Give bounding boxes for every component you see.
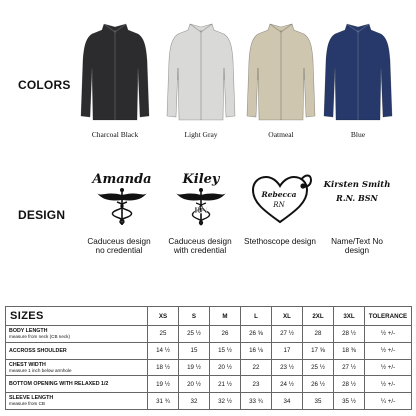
jacket-image [246, 20, 316, 124]
design-label-stethoscope: Stethoscope design [244, 237, 316, 246]
size-value-cell: 35 [303, 393, 334, 410]
size-header: XS [148, 307, 179, 326]
color-name-label: Light Gray [184, 130, 218, 139]
size-value-cell: 17 ⅝ [303, 342, 334, 359]
size-value-cell: 35 ½ [334, 393, 365, 410]
size-value-cell: 23 ½ [272, 359, 303, 376]
table-row [6, 393, 412, 410]
size-value-cell: 18 ½ [148, 359, 179, 376]
design-label-caduceus: Caduceus design no credential [87, 237, 151, 256]
size-value-cell: 20 ½ [210, 359, 241, 376]
tolerance-cell: ½ +/- [365, 359, 412, 376]
size-chart-table [5, 306, 412, 410]
measurement-note: measure 1 inch below armhole [9, 367, 72, 373]
caduceus-name-design [87, 172, 157, 234]
size-value-cell: 27 ½ [272, 326, 303, 343]
size-value-cell: 28 [303, 326, 334, 343]
size-header: 2XL [303, 307, 334, 326]
tolerance-cell: ½ +/- [365, 342, 412, 359]
size-value-cell: 15 ½ [210, 342, 241, 359]
measurement-name-cell [6, 393, 148, 410]
jacket-image [323, 20, 393, 124]
measurement-note: measure from neck (CB neck) [9, 334, 71, 340]
credential-text: RN [194, 205, 208, 215]
size-table-title: SIZES [6, 307, 148, 326]
size-header: 3XL [334, 307, 365, 326]
design-name-text: Amanda [92, 172, 152, 187]
design-heading: DESIGN [18, 208, 66, 222]
size-header: L [241, 307, 272, 326]
tolerance-cell: ½ +/- [365, 326, 412, 343]
tolerance-cell: ½ +/- [365, 376, 412, 393]
size-header-row [6, 307, 412, 326]
table-row [6, 342, 412, 359]
size-value-cell: 31 ¾ [148, 393, 179, 410]
size-value-cell: 17 [272, 342, 303, 359]
size-header: S [179, 307, 210, 326]
design-label-caduceus-credential: Caduceus design with credential [168, 237, 232, 256]
jacket-image [80, 20, 150, 124]
name-text-design [312, 180, 402, 242]
size-header: M [210, 307, 241, 326]
measurement-name: BODY LENGTH [9, 328, 48, 335]
caduceus-icon [87, 187, 157, 227]
size-value-cell: 21 ½ [210, 376, 241, 393]
table-row [6, 359, 412, 376]
table-row [6, 376, 412, 393]
credential-text: RN [273, 201, 285, 209]
tolerance-header: TOLERANCE [365, 307, 412, 326]
design-name-text: Kiley [182, 172, 220, 187]
table-row [6, 326, 412, 343]
size-value-cell: 28 ½ [334, 326, 365, 343]
caduceus-icon [166, 187, 236, 227]
size-value-cell: 26 ½ [303, 376, 334, 393]
size-value-cell: 18 ⅜ [334, 342, 365, 359]
measurement-name: SLEEVE LENGTH [9, 395, 54, 402]
measurement-name: BOTTOM OPENING WITH RELAXED 1/2 [9, 381, 109, 388]
size-value-cell: 26 [210, 326, 241, 343]
size-value-cell: 25 ½ [303, 359, 334, 376]
design-name-text: Rebecca [261, 190, 297, 199]
size-value-cell: 19 ½ [148, 376, 179, 393]
size-value-cell: 24 ½ [272, 376, 303, 393]
size-value-cell: 19 ½ [179, 359, 210, 376]
size-value-cell: 25 ½ [179, 326, 210, 343]
size-value-cell: 20 ½ [179, 376, 210, 393]
measurement-note: measure from CB [9, 401, 45, 407]
color-name-label: Charcoal Black [91, 130, 139, 139]
size-value-cell: 32 [179, 393, 210, 410]
color-name-label: Blue [350, 130, 366, 139]
measurement-name-cell [6, 326, 148, 343]
stethoscope-design [245, 170, 315, 232]
size-value-cell: 15 [179, 342, 210, 359]
size-value-cell: 28 ½ [334, 376, 365, 393]
tolerance-cell: ¼ +/- [365, 393, 412, 410]
caduceus-credential-design [166, 172, 236, 234]
measurement-name: CHEST WIDTH [9, 361, 46, 368]
measurement-name-cell [6, 342, 148, 359]
size-value-cell: 26 ⅝ [241, 326, 272, 343]
credential-text: R.N. BSN [336, 193, 378, 203]
size-header: XL [272, 307, 303, 326]
size-value-cell: 23 [241, 376, 272, 393]
measurement-name: ACCROSS SHOULDER [9, 347, 67, 354]
colors-heading: COLORS [18, 78, 71, 92]
design-label-name-text: Name/Text No design [331, 237, 383, 256]
size-value-cell: 32 ½ [210, 393, 241, 410]
measurement-name-cell [6, 359, 148, 376]
size-value-cell: 22 [241, 359, 272, 376]
size-value-cell: 25 [148, 326, 179, 343]
measurement-name-cell [6, 376, 148, 393]
size-value-cell: 34 [272, 393, 303, 410]
stethoscope-heart-icon [245, 170, 315, 228]
color-name-label: Oatmeal [268, 130, 294, 139]
size-value-cell: 33 ¾ [241, 393, 272, 410]
size-value-cell: 27 ½ [334, 359, 365, 376]
jacket-image [166, 20, 236, 124]
size-value-cell: 14 ½ [148, 342, 179, 359]
design-name-text: Kirsten Smith [323, 180, 391, 190]
size-value-cell: 16 ⅛ [241, 342, 272, 359]
